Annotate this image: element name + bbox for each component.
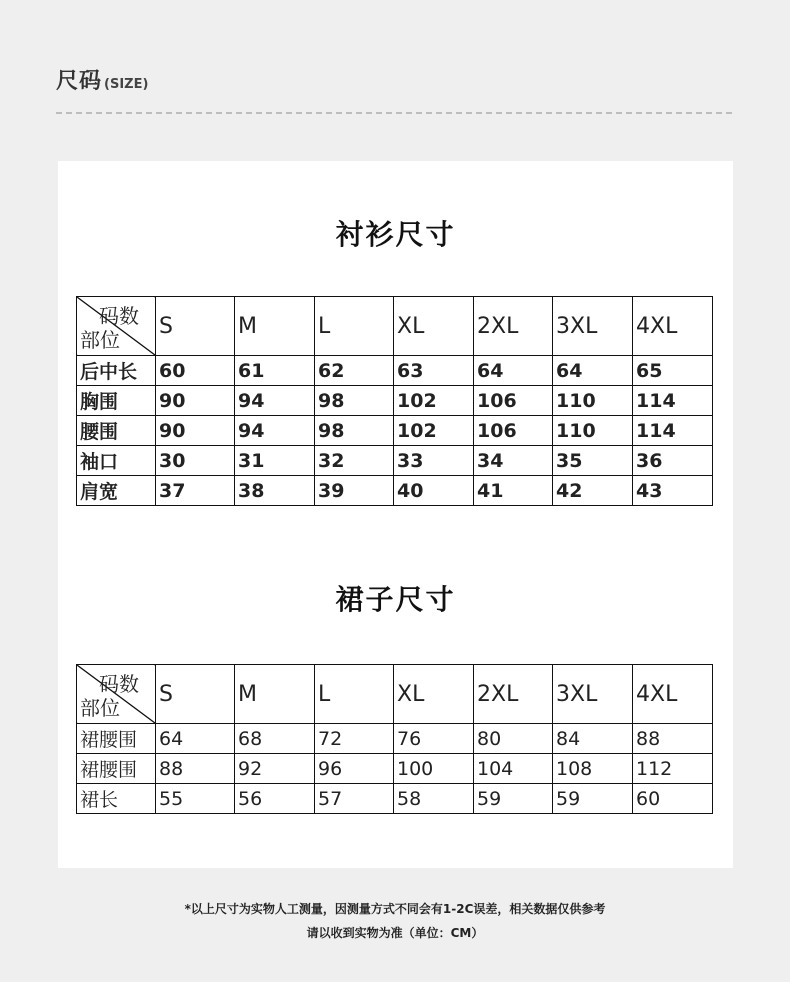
skirt-size-table	[76, 664, 713, 814]
table-cell: 31	[235, 446, 315, 476]
table-cell: 41	[474, 476, 553, 506]
table-cell: 94	[235, 386, 315, 416]
corner-size-label: 码数	[99, 304, 139, 328]
table-row	[77, 476, 713, 506]
table-cell: 108	[553, 754, 633, 784]
row-label: 裙腰围	[77, 724, 156, 754]
table-cell: 72	[315, 724, 394, 754]
table-row	[77, 724, 713, 754]
table-cell: 98	[315, 386, 394, 416]
size-header: S	[156, 665, 235, 724]
footer-disclaimer: *以上尺寸为实物人工测量，因测量方式不同会有1-2C误差，相关数据仅供参考	[184, 902, 606, 916]
table-cell: 76	[394, 724, 474, 754]
table-cell: 57	[315, 784, 394, 814]
header-title: 尺码	[56, 69, 103, 94]
corner-size-label: 码数	[99, 672, 139, 696]
size-header: 4XL	[633, 297, 713, 356]
table-row	[77, 386, 713, 416]
row-label: 袖口	[77, 446, 156, 476]
table-cell: 64	[474, 356, 553, 386]
table-cell: 90	[156, 386, 235, 416]
row-label: 肩宽	[77, 476, 156, 506]
table-cell: 43	[633, 476, 713, 506]
table-cell: 64	[553, 356, 633, 386]
size-header: L	[315, 297, 394, 356]
skirt-header-row	[77, 665, 713, 724]
corner-part-label: 部位	[80, 328, 120, 352]
table-cell: 110	[553, 416, 633, 446]
table-cell: 59	[474, 784, 553, 814]
table-row	[77, 416, 713, 446]
footer-unit-note: 请以收到实物为准（单位：CM）	[306, 926, 484, 940]
size-header: XL	[394, 665, 474, 724]
table-cell: 100	[394, 754, 474, 784]
table-cell: 60	[156, 356, 235, 386]
table-cell: 98	[315, 416, 394, 446]
size-header: 4XL	[633, 665, 713, 724]
table-cell: 61	[235, 356, 315, 386]
row-label: 后中长	[77, 356, 156, 386]
shirt-header-row	[77, 297, 713, 356]
table-cell: 114	[633, 386, 713, 416]
row-label: 胸围	[77, 386, 156, 416]
table-cell: 42	[553, 476, 633, 506]
table-cell: 63	[394, 356, 474, 386]
shirt-section-title: 衬衫尺寸	[335, 218, 456, 251]
table-row	[77, 446, 713, 476]
table-cell: 104	[474, 754, 553, 784]
table-cell: 88	[156, 754, 235, 784]
table-row	[77, 784, 713, 814]
table-cell: 56	[235, 784, 315, 814]
table-cell: 106	[474, 386, 553, 416]
table-cell: 106	[474, 416, 553, 446]
table-cell: 96	[315, 754, 394, 784]
table-cell: 40	[394, 476, 474, 506]
header-subtitle: (SIZE)	[104, 77, 149, 92]
size-header: L	[315, 665, 394, 724]
table-cell: 110	[553, 386, 633, 416]
table-cell: 88	[633, 724, 713, 754]
table-cell: 92	[235, 754, 315, 784]
table-cell: 62	[315, 356, 394, 386]
size-header: 3XL	[553, 665, 633, 724]
table-cell: 112	[633, 754, 713, 784]
table-row	[77, 754, 713, 784]
table-cell: 102	[394, 416, 474, 446]
table-cell: 37	[156, 476, 235, 506]
table-cell: 114	[633, 416, 713, 446]
table-cell: 58	[394, 784, 474, 814]
table-cell: 65	[633, 356, 713, 386]
table-cell: 35	[553, 446, 633, 476]
table-cell: 64	[156, 724, 235, 754]
table-cell: 68	[235, 724, 315, 754]
size-header: 2XL	[474, 297, 553, 356]
size-header: 2XL	[474, 665, 553, 724]
size-header: M	[235, 665, 315, 724]
table-cell: 34	[474, 446, 553, 476]
table-cell: 38	[235, 476, 315, 506]
table-cell: 36	[633, 446, 713, 476]
table-cell: 84	[553, 724, 633, 754]
skirt-corner-cell	[77, 665, 156, 724]
size-header: S	[156, 297, 235, 356]
table-cell: 80	[474, 724, 553, 754]
size-chart-panel	[58, 161, 733, 868]
table-cell: 59	[553, 784, 633, 814]
corner-part-label: 部位	[80, 696, 120, 720]
table-cell: 39	[315, 476, 394, 506]
row-label: 腰围	[77, 416, 156, 446]
size-header: 3XL	[553, 297, 633, 356]
table-cell: 30	[156, 446, 235, 476]
table-cell: 60	[633, 784, 713, 814]
table-row	[77, 356, 713, 386]
table-cell: 55	[156, 784, 235, 814]
table-cell: 94	[235, 416, 315, 446]
table-cell: 102	[394, 386, 474, 416]
size-header: M	[235, 297, 315, 356]
table-cell: 32	[315, 446, 394, 476]
row-label: 裙腰围	[77, 754, 156, 784]
table-cell: 90	[156, 416, 235, 446]
size-header: XL	[394, 297, 474, 356]
shirt-size-table	[76, 296, 713, 506]
row-label: 裙长	[77, 784, 156, 814]
shirt-corner-cell	[77, 297, 156, 356]
dashed-divider	[56, 112, 732, 114]
table-cell: 33	[394, 446, 474, 476]
size-header	[56, 64, 148, 95]
skirt-section-title: 裙子尺寸	[335, 583, 456, 616]
